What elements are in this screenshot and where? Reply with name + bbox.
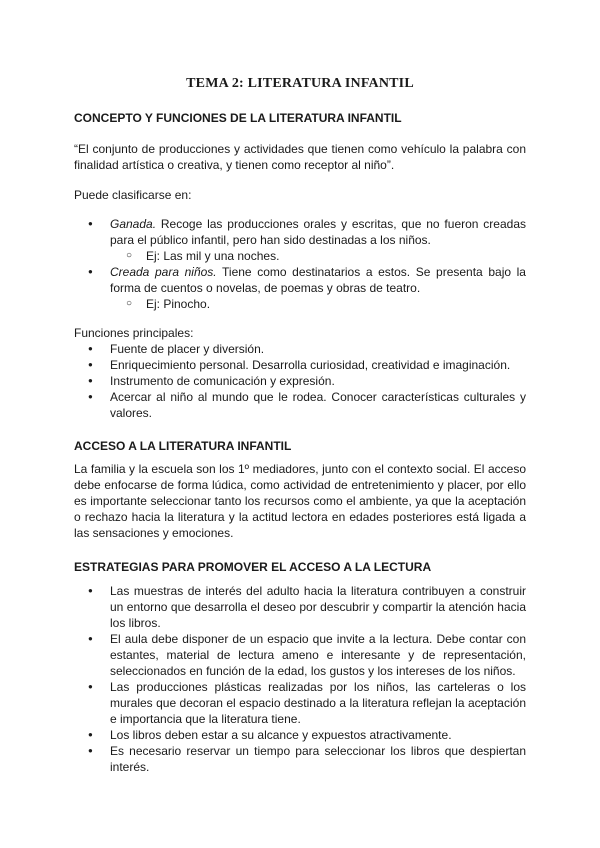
item-text: Recoge las producciones orales y escritas, que no fueron creadas para el público infantil, pero han sido destinadas a los niños. — [110, 217, 526, 247]
functions-block — [74, 325, 526, 421]
classify-label — [74, 187, 526, 203]
functions-label: Funciones principales: — [74, 326, 194, 340]
section-concepto — [74, 110, 526, 126]
item-term: Ganada. — [110, 217, 157, 231]
item-term: Creada para niños. — [110, 265, 217, 279]
classify-text: Puede clasificarse en: — [74, 188, 192, 202]
quote-text: “El conjunto de producciones y actividades que tienen como vehículo la palabra con finalidad artística o creativa, y tienen como receptor al niño”. — [74, 142, 526, 172]
list-item: ● Fuente de placer y diversión. — [74, 341, 526, 357]
section-estrategias — [74, 559, 526, 575]
list-item — [74, 216, 526, 248]
list-item: ● Las muestras de interés del adulto hacia la literatura contribuyen a construir un entorno que desarrolla el deseo por descubrir y compartir la atención hacia los libros. — [74, 583, 526, 631]
section-heading: ACCESO A LA LITERATURA INFANTIL — [74, 439, 292, 453]
list-item: ● Instrumento de comunicación y expresión. — [74, 373, 526, 389]
strategies-list — [74, 583, 526, 775]
list-item — [74, 264, 526, 296]
item-text: Tiene como destinatarios a estos. Se presenta bajo la forma de cuentos o novelas, de poemas y obras de teatro. — [110, 265, 526, 295]
classification-list — [74, 216, 526, 312]
sub-list-item: ○ Ej: Pinocho. — [74, 296, 526, 312]
list-item: ● Enriquecimiento personal. Desarrolla curiosidad, creatividad e imaginación. — [74, 357, 526, 373]
definition-quote — [74, 141, 526, 173]
list-item: ● El aula debe disponer de un espacio que invite a la lectura. Debe contar con estantes, material de lectura ameno e interesante y de representación, seleccionados en función de la edad, los gustos y los intereses de los niños. — [74, 631, 526, 679]
list-item: ● Las producciones plásticas realizadas por los niños, las carteleras o los murales que decoran el espacio destinado a la literatura reflejan la aceptación e importancia que la literatura tiene. — [74, 679, 526, 727]
acceso-paragraph — [74, 461, 526, 541]
list-item: ● Los libros deben estar a su alcance y expuestos atractivamente. — [74, 727, 526, 743]
section-heading: CONCEPTO Y FUNCIONES DE LA LITERATURA INFANTIL — [74, 111, 402, 125]
section-acceso — [74, 438, 526, 454]
list-item: ● Acercar al niño al mundo que le rodea. Conocer características culturales y valores. — [74, 389, 526, 421]
list-item: ● Es necesario reservar un tiempo para seleccionar los libros que despiertan interés. — [74, 743, 526, 775]
section-heading: ESTRATEGIAS PARA PROMOVER EL ACCESO A LA LECTURA — [74, 560, 432, 574]
page-title: TEMA 2: LITERATURA INFANTIL — [186, 76, 414, 91]
sub-list-item: ○ Ej: Las mil y una noches. — [74, 248, 526, 264]
paragraph-text: La familia y la escuela son los 1º mediadores, junto con el contexto social. El acceso debe enfocarse de forma lúdica, como actividad de entretenimiento y placer, por ello es importante seleccionar tanto los recursos como el ambiente, ya que la aceptación o rechazo hacia la literatura y la actitud lectora en edades posteriores está ligada a las sensaciones y emociones. — [74, 462, 526, 540]
